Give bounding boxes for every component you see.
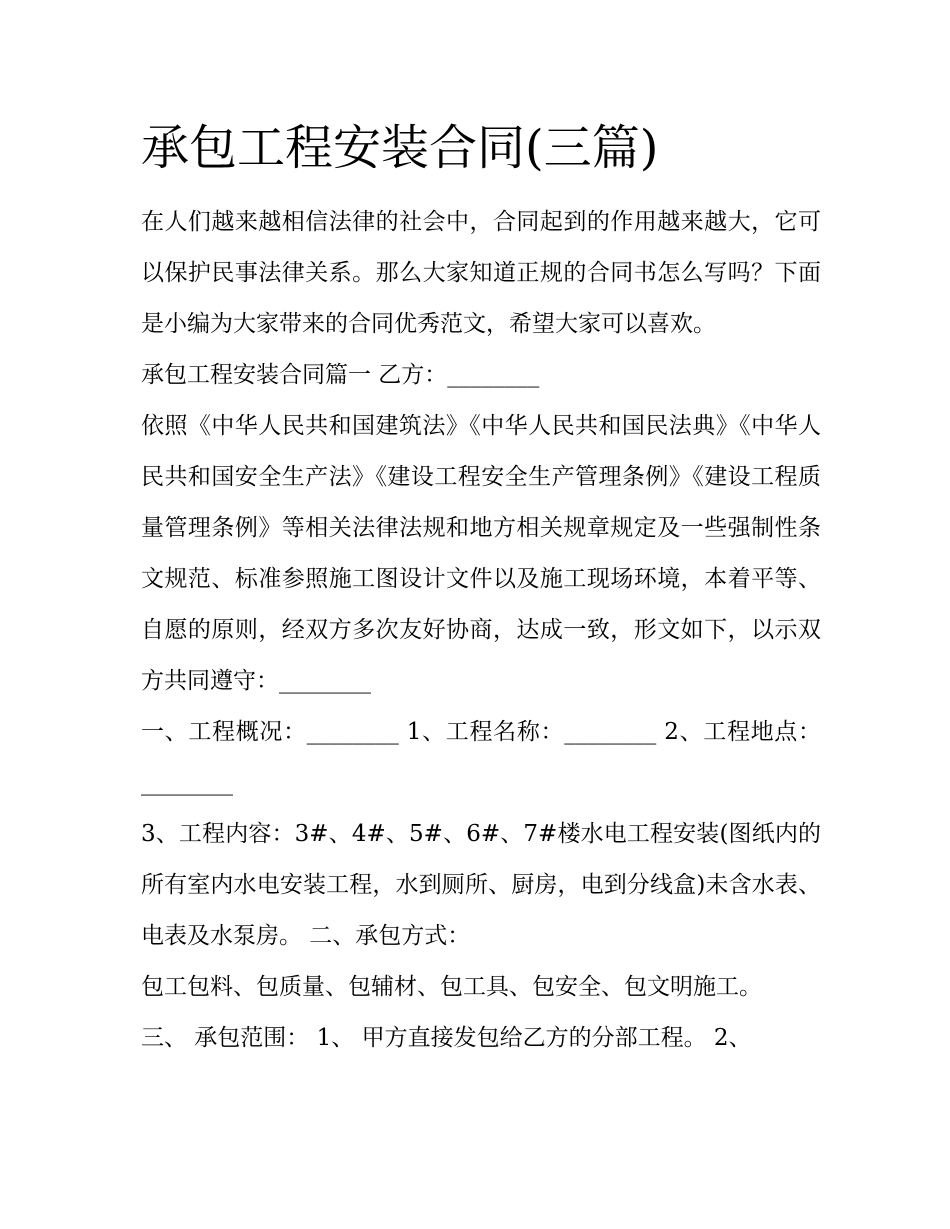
- contract-mode-line: 包工包料、包质量、包辅材、包工具、包安全、包文明施工。: [141, 974, 762, 1000]
- legal-basis-paragraph: 依照《中华人民共和国建筑法》《中华人民共和国民法典》《中华人民共和国安全生产法》《建设工程安全生产管理条例》《建设工程质量管理条例》等相关法律法规和地方相关规章规定及一些强制性条文规范、标准参照施工图设计文件以及施工现场环境，本着平等、自愿的原则，经双方多次友好协商，达成一致，形文如下，以示双方共同遵守：________: [141, 413, 821, 694]
- document-body: [141, 197, 821, 1064]
- contract-scope-paragraph: 三、 承包范围： 1、 甲方直接发包给乙方的分部工程。 2、: [141, 1025, 752, 1051]
- project-overview-paragraph: 一、工程概况：________ 1、工程名称：________ 2、工程地点：________: [141, 719, 821, 796]
- project-content-paragraph: 3、工程内容：3#、4#、5#、6#、7#楼水电工程安装(图纸内的所有室内水电安装工程，水到厕所、厨房，电到分线盒)未含水表、电表及水泵房。 二、承包方式：: [141, 821, 821, 949]
- document-title: 承包工程安装合同(三篇): [141, 120, 659, 176]
- intro-paragraph: 在人们越来越相信法律的社会中，合同起到的作用越来越大，它可以保护民事法律关系。那么大家知道正规的合同书怎么写吗？下面是小编为大家带来的合同优秀范文，希望大家可以喜欢。: [141, 209, 821, 337]
- contract-heading-line: 承包工程安装合同篇一 乙方：________: [141, 362, 540, 388]
